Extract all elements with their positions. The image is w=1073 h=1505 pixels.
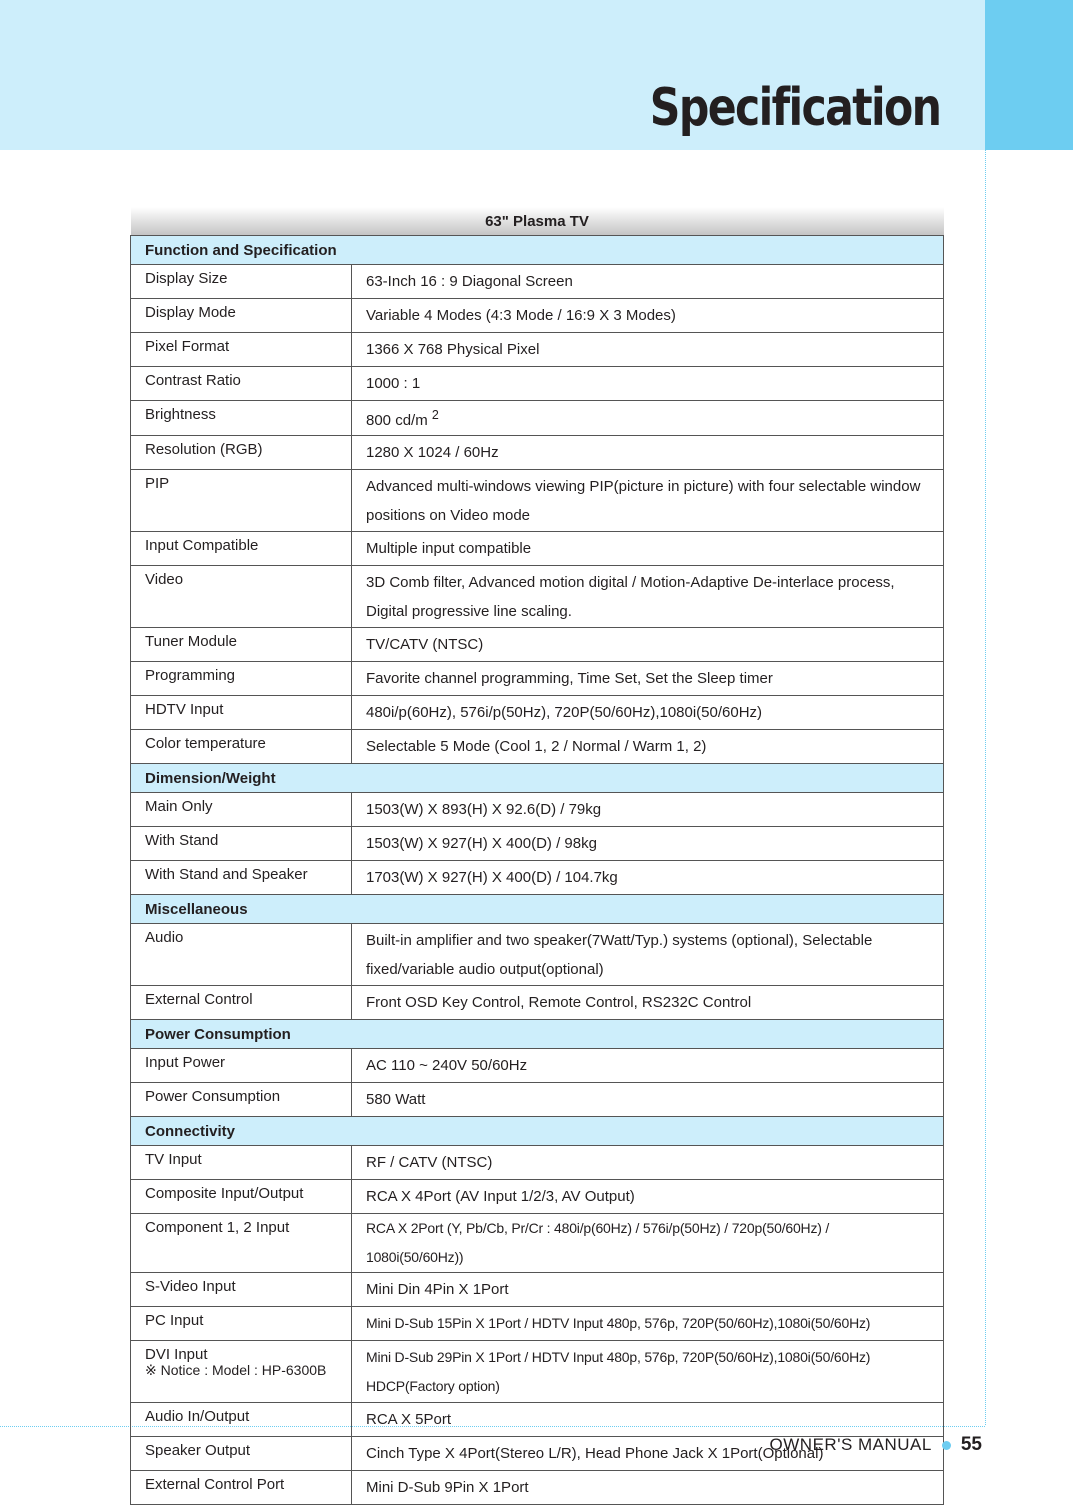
- spec-value-text: Selectable 5 Mode (Cool 1, 2 / Normal / Warm 1, 2): [366, 738, 707, 755]
- spec-value-text: 800 cd/m: [366, 412, 428, 429]
- table-row: [131, 401, 944, 436]
- spec-value: [352, 1083, 944, 1117]
- unit-superscript: 2: [431, 408, 439, 422]
- spec-label: External Control Port: [131, 1471, 352, 1505]
- table-title: 63" Plasma TV: [131, 207, 944, 236]
- footer-label: OWNER'S MANUAL: [769, 1435, 932, 1454]
- spec-value: [352, 1273, 944, 1307]
- spec-value: [352, 628, 944, 662]
- spec-value: [352, 1307, 944, 1341]
- spec-value: [352, 299, 944, 333]
- spec-value-text: 1000 : 1: [366, 375, 421, 392]
- spec-value: [352, 696, 944, 730]
- spec-value-text: Mini D-Sub 15Pin X 1Port / HDTV Input 480p, 576p, 720P(50/60Hz),1080i(50/60Hz): [366, 1315, 871, 1331]
- table-row: [131, 532, 944, 566]
- spec-label: Programming: [131, 662, 352, 696]
- table-row: [131, 1273, 944, 1307]
- spec-value: [352, 1049, 944, 1083]
- spec-label: Display Size: [131, 265, 352, 299]
- spec-value-text: Built-in amplifier and two speaker(7Watt/Typ.) systems (optional), Selectable fixed/variable audio output(optional): [366, 931, 873, 978]
- spec-label: Input Compatible: [131, 532, 352, 566]
- spec-value: [352, 265, 944, 299]
- spec-value-text: 1366 X 768 Physical Pixel: [366, 341, 540, 358]
- bullet-icon: [942, 1441, 951, 1450]
- spec-label: HDTV Input: [131, 696, 352, 730]
- spec-label: Audio In/Output: [131, 1403, 352, 1437]
- spec-value: [352, 566, 944, 628]
- spec-value: [352, 333, 944, 367]
- spec-label: Composite Input/Output: [131, 1180, 352, 1214]
- section-row: [131, 764, 944, 793]
- header-tab-accent: [985, 0, 1073, 150]
- table-title-row: [131, 207, 944, 236]
- section-row: [131, 1117, 944, 1146]
- spec-label: Color temperature: [131, 730, 352, 764]
- spec-label: Contrast Ratio: [131, 367, 352, 401]
- spec-value: [352, 827, 944, 861]
- table-row: [131, 566, 944, 628]
- spec-label: PIP: [131, 470, 352, 532]
- spec-value-text: Advanced multi-windows viewing PIP(picture in picture) with four selectable window positions on Video mode: [366, 477, 921, 524]
- page-title: Specification: [649, 78, 940, 138]
- spec-label: Speaker Output: [131, 1437, 352, 1471]
- spec-value-text: 1280 X 1024 / 60Hz: [366, 444, 499, 461]
- section-row: [131, 1020, 944, 1049]
- spec-value: [352, 1341, 944, 1403]
- spec-value-text: 1503(W) X 927(H) X 400(D) / 98kg: [366, 835, 597, 852]
- spec-label: With Stand: [131, 827, 352, 861]
- spec-value: [352, 730, 944, 764]
- spec-label: Pixel Format: [131, 333, 352, 367]
- spec-label: Tuner Module: [131, 628, 352, 662]
- table-row: [131, 730, 944, 764]
- table-row: [131, 1146, 944, 1180]
- spec-label: Resolution (RGB): [131, 436, 352, 470]
- spec-label: Video: [131, 566, 352, 628]
- spec-label: Brightness: [131, 401, 352, 436]
- table-row: [131, 299, 944, 333]
- spec-table-body: [131, 236, 944, 1505]
- spec-value: [352, 436, 944, 470]
- spec-label: Input Power: [131, 1049, 352, 1083]
- spec-value-text: 63-Inch 16 : 9 Diagonal Screen: [366, 273, 573, 290]
- table-row: [131, 1403, 944, 1437]
- spec-value: [352, 470, 944, 532]
- table-row: [131, 470, 944, 532]
- table-row: [131, 436, 944, 470]
- spec-value-text: Mini D-Sub 29Pin X 1Port / HDTV Input 480p, 576p, 720P(50/60Hz),1080i(50/60Hz) HDCP(Factory option): [366, 1348, 871, 1394]
- table-row: [131, 1180, 944, 1214]
- spec-value-text: Mini Din 4Pin X 1Port: [366, 1281, 509, 1298]
- table-row: [131, 696, 944, 730]
- spec-value-text: AC 110 ~ 240V 50/60Hz: [366, 1057, 528, 1074]
- table-row: [131, 1214, 944, 1273]
- spec-value-text: 3D Comb filter, Advanced motion digital / Motion-Adaptive De-interlace process, Digital progressive line scaling.: [366, 573, 895, 620]
- spec-label: Component 1, 2 Input: [131, 1214, 352, 1273]
- spec-label: External Control: [131, 986, 352, 1020]
- spec-value-text: Front OSD Key Control, Remote Control, RS232C Control: [366, 994, 752, 1011]
- spec-value-text: TV/CATV (NTSC): [366, 636, 484, 653]
- table-row: [131, 827, 944, 861]
- table-row: [131, 662, 944, 696]
- table-row: [131, 333, 944, 367]
- section-heading: Dimension/Weight: [131, 764, 944, 793]
- spec-value: [352, 662, 944, 696]
- spec-value-text: 480i/p(60Hz), 576i/p(50Hz), 720P(50/60Hz),1080i(50/60Hz): [366, 704, 763, 721]
- spec-value-text: Variable 4 Modes (4:3 Mode / 16:9 X 3 Modes): [366, 307, 676, 324]
- table-row: [131, 628, 944, 662]
- spec-value-text: 1703(W) X 927(H) X 400(D) / 104.7kg: [366, 869, 618, 886]
- spec-value: [352, 1146, 944, 1180]
- spec-value-text: RCA X 4Port (AV Input 1/2/3, AV Output): [366, 1188, 635, 1205]
- spec-label: DVI Input: [131, 1341, 352, 1403]
- page-number: 55: [960, 1434, 982, 1455]
- spec-value-text: Cinch Type X 4Port(Stereo L/R), Head Phone Jack X 1Port(Optional): [366, 1445, 824, 1462]
- spec-label: With Stand and Speaker: [131, 861, 352, 895]
- table-row: [131, 1307, 944, 1341]
- spec-value: [352, 793, 944, 827]
- table-row: [131, 1471, 944, 1505]
- table-row: [131, 861, 944, 895]
- spec-table: [130, 207, 944, 1505]
- spec-label: TV Input: [131, 1146, 352, 1180]
- table-row: [131, 986, 944, 1020]
- spec-label: Main Only: [131, 793, 352, 827]
- spec-value: [352, 367, 944, 401]
- spec-value-text: RCA X 2Port (Y, Pb/Cb, Pr/Cr : 480i/p(60Hz) / 576i/p(50Hz) / 720p(50/60Hz) / 1080i(50/60Hz)): [366, 1220, 830, 1265]
- spec-label: PC Input: [131, 1307, 352, 1341]
- table-row: [131, 924, 944, 986]
- spec-value: [352, 1403, 944, 1437]
- spec-value-text: 580 Watt: [366, 1091, 426, 1108]
- spec-value-text: RF / CATV (NTSC): [366, 1154, 493, 1171]
- table-row: [131, 1083, 944, 1117]
- section-row: [131, 236, 944, 265]
- table-row: [131, 367, 944, 401]
- spec-value: [352, 924, 944, 986]
- page-footer: [770, 1434, 982, 1456]
- dotted-divider-vertical: [985, 150, 986, 1425]
- spec-value-text: RCA X 5Port: [366, 1411, 452, 1428]
- spec-value: [352, 1180, 944, 1214]
- spec-value: [352, 401, 944, 436]
- spec-value: [352, 532, 944, 566]
- spec-label: S-Video Input: [131, 1273, 352, 1307]
- section-heading: Power Consumption: [131, 1020, 944, 1049]
- spec-value-text: Multiple input compatible: [366, 540, 532, 557]
- spec-value-text: Favorite channel programming, Time Set, Set the Sleep timer: [366, 670, 773, 687]
- spec-label: Display Mode: [131, 299, 352, 333]
- spec-label: Power Consumption: [131, 1083, 352, 1117]
- section-heading: Connectivity: [131, 1117, 944, 1146]
- table-row: [131, 265, 944, 299]
- spec-value-text: 1503(W) X 893(H) X 92.6(D) / 79kg: [366, 801, 602, 818]
- spec-value: [352, 986, 944, 1020]
- spec-label: Audio: [131, 924, 352, 986]
- spec-value: [352, 861, 944, 895]
- section-heading: Miscellaneous: [131, 895, 944, 924]
- notice-text: ※ Notice : Model : HP-6300B: [145, 1362, 327, 1378]
- section-heading: Function and Specification: [131, 236, 944, 265]
- spec-value-text: Mini D-Sub 9Pin X 1Port: [366, 1479, 529, 1496]
- table-row: [131, 793, 944, 827]
- section-row: [131, 895, 944, 924]
- table-row: [131, 1049, 944, 1083]
- spec-value: [352, 1214, 944, 1273]
- spec-value: [352, 1471, 944, 1505]
